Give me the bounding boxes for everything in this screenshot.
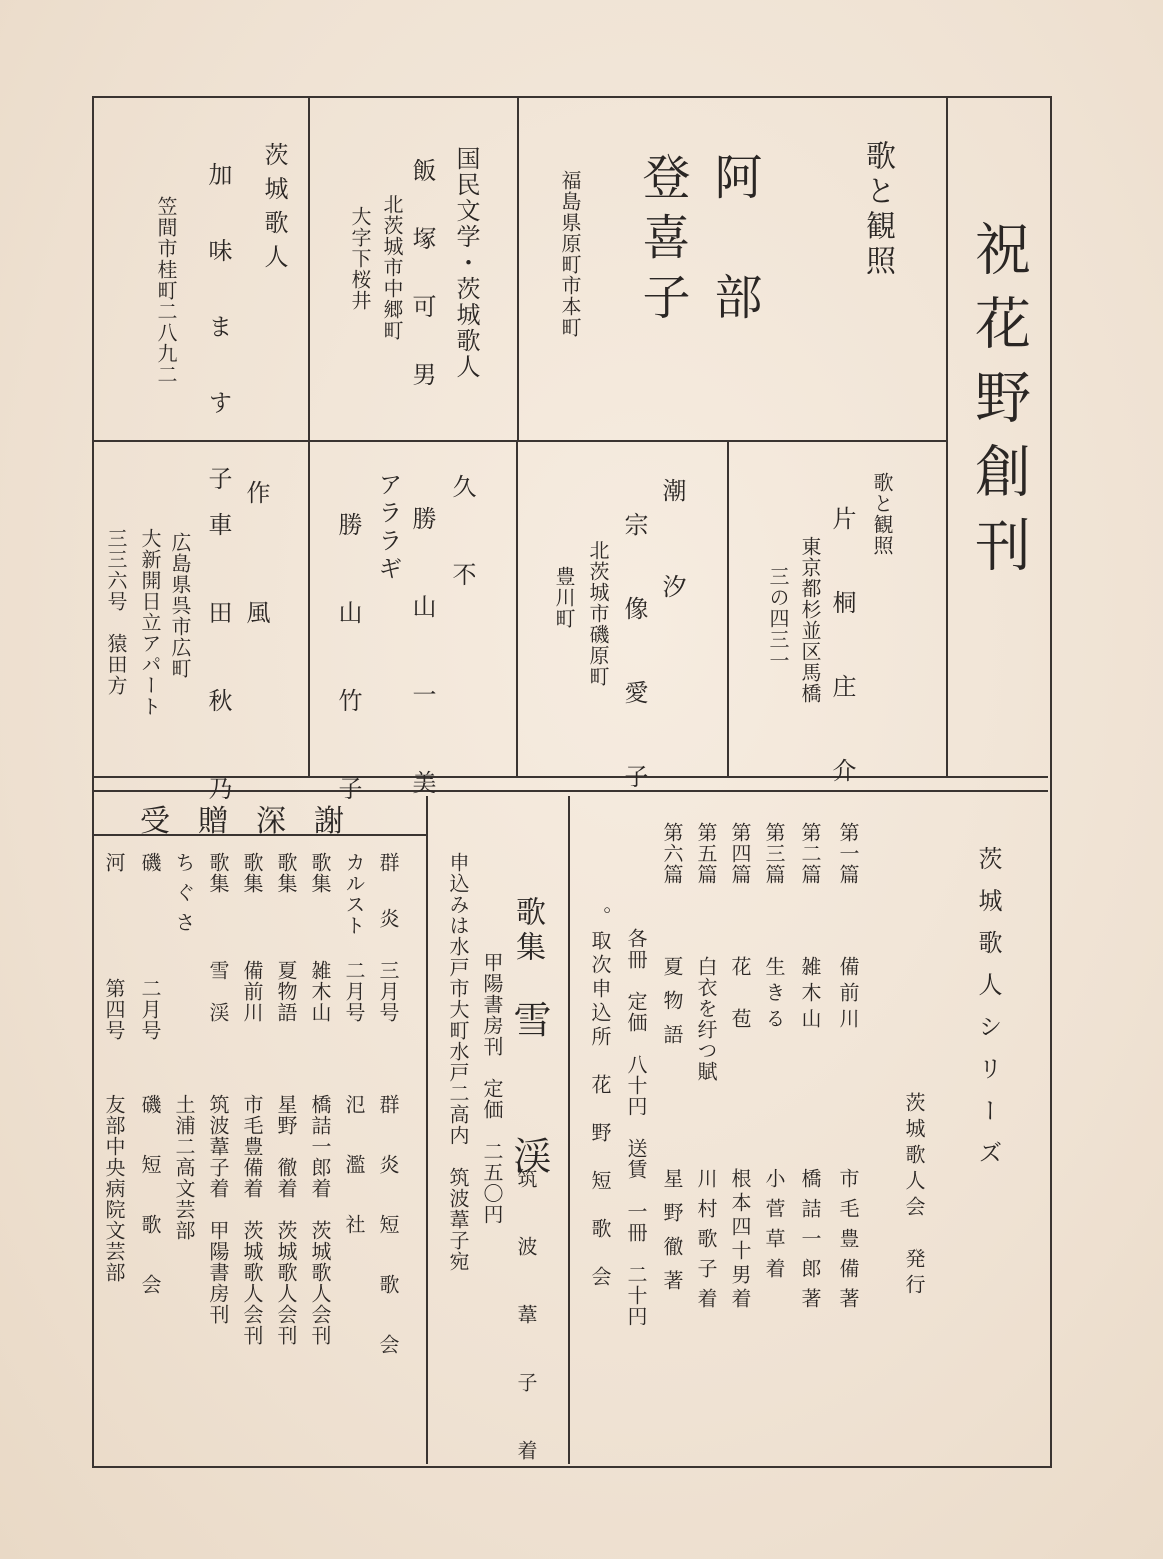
rule-bottom-1 <box>568 796 570 1464</box>
series-book-5-title: 白衣を纡つ賦 <box>694 956 718 1082</box>
book-ad-author: 筑 波 葦 子 着 <box>514 1168 538 1474</box>
upper-entry-1-org: 歌と観照 <box>860 140 895 280</box>
lower-entry-3-name-1: 勝 山 一 美 <box>408 506 436 814</box>
series-book-3-author: 小菅草着 <box>762 1168 786 1288</box>
received-item-6-issue: 雪 渓 <box>206 960 230 1023</box>
received-item-2-from: 氾 濫 社 <box>342 1094 366 1244</box>
lower-entry-4-address-3: 三三六号 猿田方 <box>104 528 128 696</box>
upper-entry-1-address: 福島県原町市本町 <box>558 170 582 338</box>
rule-upper-2 <box>308 96 310 440</box>
received-item-1-issue: 三月号 <box>376 960 400 1023</box>
series-book-6-vol: 第六篇 <box>660 822 684 885</box>
rule-section-divider-b <box>92 790 1048 792</box>
lower-entry-2-org: 潮 汐 <box>658 478 686 622</box>
series-book-1-author: 市毛豊備著 <box>836 1168 860 1318</box>
series-book-1-title: 備前川 <box>836 956 860 1034</box>
rule-section-divider-a <box>92 776 1048 778</box>
lower-entry-3-org-2: アララギ <box>374 472 402 584</box>
upper-entry-3-address: 笠間市桂町二八九二 <box>154 196 178 385</box>
received-item-9-title: 河 <box>102 852 126 873</box>
upper-entry-3-name: 加 味 ま す 子 <box>204 162 232 504</box>
series-publisher: 茨城歌人会 発行 <box>902 1092 926 1300</box>
upper-entry-2-name: 飯 塚 可 男 <box>408 158 436 396</box>
lower-entry-4-address-1: 広島県呉市広町 <box>168 532 192 679</box>
series-book-4-vol: 第四篇 <box>728 822 752 885</box>
lower-entry-1-name: 片 桐 庄 介 <box>828 506 856 800</box>
received-item-6-from: 筑波葦子着 甲陽書房刊 <box>206 1094 230 1325</box>
rule-lower-1 <box>727 440 729 776</box>
received-item-5-from: 市毛豊備着 茨城歌人会刊 <box>240 1094 264 1346</box>
series-book-5-vol: 第五篇 <box>694 822 718 885</box>
lower-entry-2-address-2: 豊川町 <box>552 566 576 629</box>
received-item-3-from: 橋詰一郎着 茨城歌人会刊 <box>308 1094 332 1346</box>
received-item-5-issue: 備前川 <box>240 960 264 1023</box>
series-book-4-author: 根本四十男着 <box>728 1168 752 1312</box>
received-heading: 受贈深謝 <box>140 804 372 839</box>
lower-entry-1-address-1: 東京都杉並区馬橋 <box>798 536 822 704</box>
series-book-5-author: 川村歌子着 <box>694 1168 718 1318</box>
series-book-6-author: 星野徹著 <box>660 1168 684 1304</box>
received-item-8-issue: 二月号 <box>138 978 162 1041</box>
received-item-2-issue: 二月号 <box>342 960 366 1023</box>
rule-lower-2 <box>516 440 518 776</box>
lower-entry-3-name-2: 勝 山 竹 子 <box>334 512 362 820</box>
received-item-5-title: 歌集 <box>240 852 264 894</box>
received-item-4-from: 星野 徹着 茨城歌人会刊 <box>274 1094 298 1346</box>
received-item-8-title: 磯 <box>138 852 162 873</box>
received-item-6-title: 歌集 <box>206 852 230 894</box>
main-title: 祝花野創刊 <box>966 220 1031 590</box>
received-item-9-issue: 第四号 <box>102 978 126 1041</box>
received-item-3-title: 歌集 <box>308 852 332 894</box>
upper-entry-2-address-1: 北茨城市中郷町 <box>380 194 404 341</box>
received-item-2-title: カルスト <box>342 852 366 936</box>
rule-bottom-2 <box>426 796 428 1464</box>
lower-entry-4-address-2: 大新開日立アパート <box>138 528 162 717</box>
series-price: 各冊 定価 八十円 送賃 一冊 二十円 <box>624 928 648 1327</box>
series-dealer: 。取次申込所 花 野 短 歌 会 <box>588 906 612 1290</box>
received-item-1-from: 群 炎 短 歌 会 <box>376 1094 400 1364</box>
series-book-3-title: 生きる <box>762 956 786 1034</box>
book-ad-genre: 歌集 <box>510 896 545 966</box>
received-item-9-from: 友部中央病院文芸部 <box>102 1094 126 1283</box>
lower-entry-3-org: 久 不 <box>448 474 476 606</box>
rule-upper-1 <box>517 96 519 440</box>
lower-entry-2-address-1: 北茨城市磯原町 <box>586 540 610 687</box>
series-book-1-vol: 第一篇 <box>836 822 860 885</box>
series-book-2-author: 橋詰一郎著 <box>798 1168 822 1318</box>
series-book-2-vol: 第二篇 <box>798 822 822 885</box>
upper-entry-2-address-2: 大字下桜井 <box>348 206 372 311</box>
received-item-7-title: ちぐさ <box>172 852 196 942</box>
lower-entry-2-name: 宗 像 愛 子 <box>620 512 648 806</box>
series-book-3-vol: 第三篇 <box>762 822 786 885</box>
received-item-4-issue: 夏物語 <box>274 960 298 1023</box>
lower-entry-1-org: 歌と観照 <box>870 472 894 556</box>
lower-entry-4-org: 作 風 <box>242 480 270 660</box>
received-item-8-from: 磯 短 歌 会 <box>138 1094 162 1304</box>
book-ad-publisher-price: 甲陽書房刊 定価 二五〇円 <box>480 952 504 1225</box>
rule-title-divider <box>946 96 948 776</box>
book-ad-order: 申込みは水戸市大町水戸二高内 筑波葦子宛 <box>446 852 470 1272</box>
series-book-6-title: 夏物語 <box>660 956 684 1058</box>
received-item-7-from: 土浦二高文芸部 <box>172 1094 196 1241</box>
received-item-1-title: 群 炎 <box>376 852 400 936</box>
lower-entry-4-name: 車 田 秋 乃 <box>204 512 232 820</box>
received-item-4-title: 歌集 <box>274 852 298 894</box>
series-title: 茨城歌人シリーズ <box>974 846 1002 1182</box>
rule-lower-3 <box>308 440 310 776</box>
series-book-2-title: 雑木山 <box>798 956 822 1034</box>
received-item-3-issue: 雑木山 <box>308 960 332 1023</box>
series-book-4-title: 花 苞 <box>728 956 752 1034</box>
book-ad-title: 雪 渓 <box>507 1000 551 1204</box>
lower-entry-1-address-2: 三の四三一 <box>766 566 790 671</box>
upper-entry-1-name: 阿 部 登喜子 <box>634 152 762 332</box>
upper-entry-3-org: 茨城歌人 <box>260 142 288 278</box>
upper-entry-2-org: 国民文学・茨城歌人 <box>452 146 480 380</box>
